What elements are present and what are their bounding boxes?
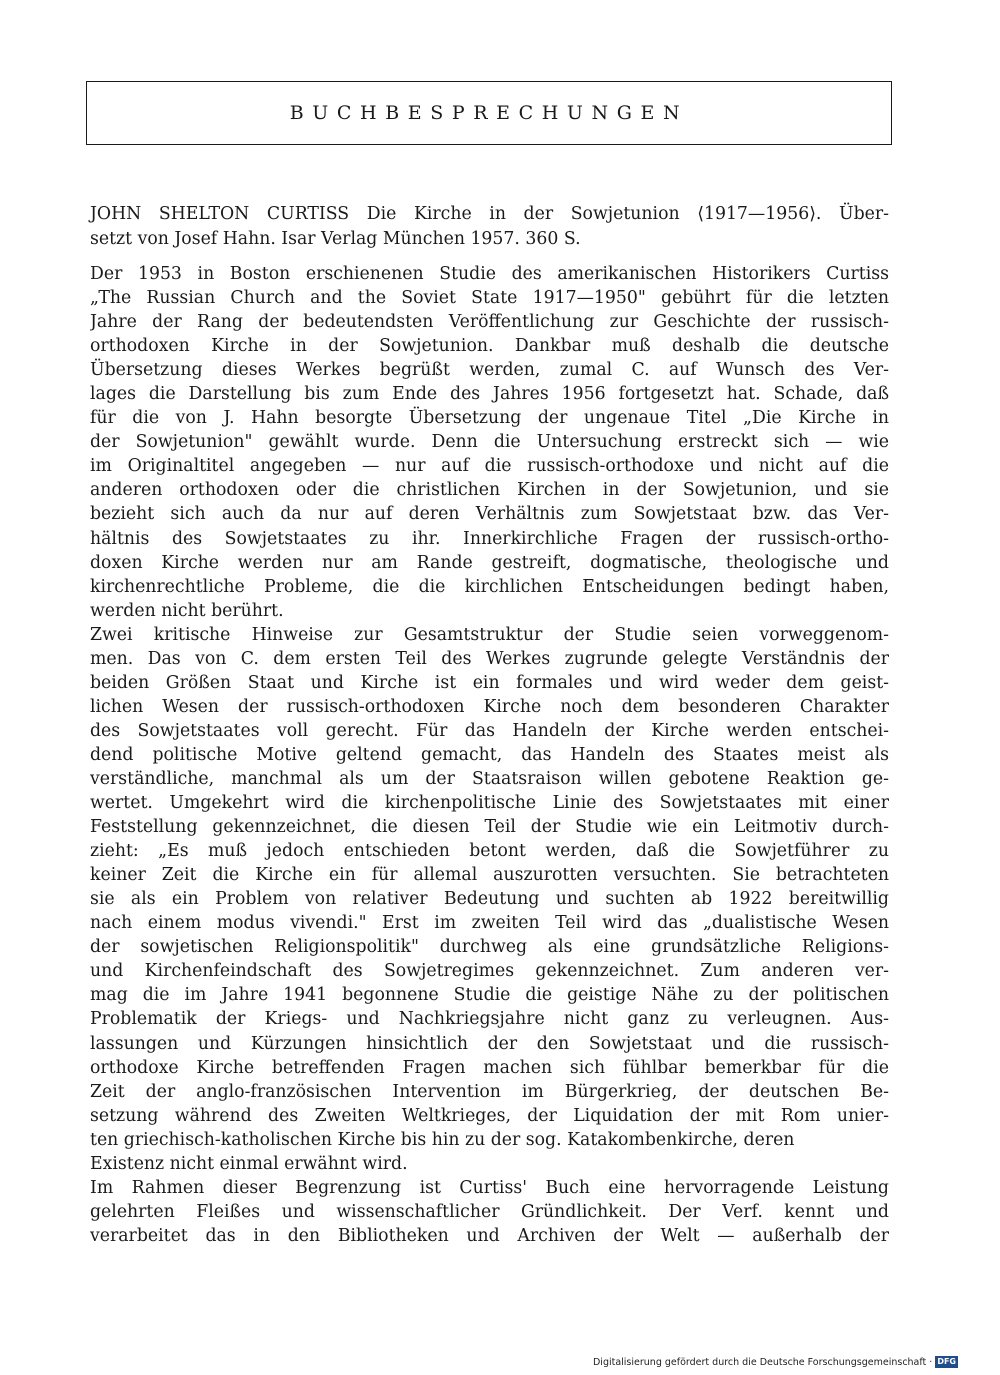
body-line: der Sowjetunion" gewählt wurde. Denn die Untersuchung erstreckt sich — wie (90, 432, 889, 453)
body-line: sie als ein Problem von relativer Bedeutung und suchten ab 1922 bereitwillig (90, 889, 889, 910)
body-line: und Kirchenfeindschaft des Sowjetregimes gekennzeichnet. Zum anderen ver- (90, 961, 889, 982)
bibliographic-reference (90, 202, 889, 252)
body-line: orthodoxe Kirche betreffenden Fragen machen sich fühlbar bemerkbar für die (90, 1057, 889, 1078)
reference-line: setzt von Josef Hahn. Isar Verlag München 1957. 360 S. (90, 229, 581, 249)
body-line: Übersetzung dieses Werkes begrüßt werden, zumal C. auf Wunsch des Ver- (90, 360, 889, 381)
body-line: wertet. Umgekehrt wird die kirchenpolitische Linie des Sowjetstaates mit einer (90, 793, 889, 814)
body-line: anderen orthodoxen oder die christlichen Kirchen in der Sowjetunion, und sie (90, 480, 889, 501)
body-line: Jahre der Rang der bedeutendsten Veröffentlichung zur Geschichte der russisch- (90, 312, 889, 333)
body-line: Feststellung gekennzeichnet, die diesen Teil der Studie wie ein Leitmotiv durch- (90, 817, 889, 838)
section-header-box (86, 81, 892, 145)
body-line: men. Das von C. dem ersten Teil des Werkes zugrunde gelegte Verständnis der (90, 648, 889, 669)
body-line: Im Rahmen dieser Begrenzung ist Curtiss' Buch eine hervorragende Leistung (90, 1177, 889, 1198)
body-line: Zwei kritische Hinweise zur Gesamtstruktur der Studie seien vorweggenom- (90, 624, 889, 645)
reference-line: JOHN SHELTON CURTISS Die Kirche in der Sowjetunion ⟨1917—1956⟩. Über- (90, 204, 889, 224)
body-line: lichen Wesen der russisch-orthodoxen Kirche noch dem besonderen Charakter (90, 696, 889, 717)
body-line: der sowjetischen Religionspolitik" durchweg als eine grundsätzliche Religions- (90, 937, 889, 958)
body-line: keiner Zeit die Kirche ein für allemal auszurotten versuchten. Sie betrachteten (90, 865, 889, 886)
digitization-footer (593, 1356, 958, 1368)
body-line: Existenz nicht einmal erwähnt wird. (90, 1153, 408, 1174)
body-line: zieht: „Es muß jedoch entschieden betont werden, daß die Sowjetführer zu (90, 841, 889, 862)
body-line: mag die im Jahre 1941 begonnene Studie die geistige Nähe zu der politischen (90, 985, 889, 1006)
body-line: lages die Darstellung bis zum Ende des Jahres 1956 fortgesetzt hat. Schade, daß (90, 384, 889, 405)
body-line: Zeit der anglo-französischen Intervention im Bürgerkrieg, der deutschen Be- (90, 1081, 889, 1102)
body-line: hältnis des Sowjetstaates zu ihr. Innerkirchliche Fragen der russisch-ortho- (90, 528, 889, 549)
body-line: kirchenrechtliche Probleme, die die kirchlichen Entscheidungen bedingt haben, (90, 576, 889, 597)
body-line: beiden Größen Staat und Kirche ist ein formales und wird weder dem geist- (90, 672, 889, 693)
body-line: setzung während des Zweiten Weltkrieges, der Liquidation der mit Rom unier- (90, 1105, 889, 1126)
body-line: ten griechisch-katholischen Kirche bis hin zu der sog. Katakombenkirche, deren (90, 1129, 795, 1150)
dfg-logo: DFG (937, 1357, 956, 1366)
body-line: dend politische Motive geltend gemacht, das Handeln des Staates meist als (90, 744, 889, 765)
body-line: werden nicht berührt. (90, 600, 284, 621)
body-line: verständliche, manchmal als um der Staatsraison willen gebotene Reaktion ge- (90, 768, 889, 789)
body-line: „The Russian Church and the Soviet State 1917—1950" gebührt für die letzten (90, 288, 889, 309)
body-line: für die von J. Hahn besorgte Übersetzung der ungenaue Titel „Die Kirche in (90, 408, 889, 429)
body-line: doxen Kirche werden nur am Rande gestreift, dogmatische, theologische und (90, 552, 889, 573)
body-line: Problematik der Kriegs- und Nachkriegsjahre nicht ganz zu verleugnen. Aus- (90, 1009, 889, 1030)
body-line: nach einem modus vivendi." Erst im zweiten Teil wird das „dualistische Wesen (90, 913, 889, 934)
footer-note-text: Digitalisierung gefördert durch die Deutsche Forschungsgemeinschaft · (592, 1356, 933, 1368)
body-line: des Sowjetstaates voll gerecht. Für das Handeln der Kirche werden entschei- (90, 720, 889, 741)
body-line: verarbeitet das in den Bibliotheken und Archiven der Welt — außerhalb der (90, 1225, 889, 1246)
body-line: lassungen und Kürzungen hinsichtlich der den Sowjetstaat und die russisch- (90, 1033, 889, 1054)
section-title: BUCHBESPRECHUNGEN (289, 102, 689, 124)
body-line: bezieht sich auch da nur auf deren Verhältnis zum Sowjetstaat bzw. das Ver- (90, 504, 889, 525)
body-line: gelehrten Fleißes und wissenschaftlicher Gründlichkeit. Der Verf. kennt und (90, 1201, 889, 1222)
body-line: im Originaltitel angegeben — nur auf die russisch-orthodoxe und nicht auf die (90, 456, 889, 477)
body-line: orthodoxen Kirche in der Sowjetunion. Dankbar muß deshalb die deutsche (90, 336, 889, 357)
body-line: Der 1953 in Boston erschienenen Studie des amerikanischen Historikers Curtiss (90, 264, 889, 284)
review-body (90, 262, 889, 1248)
